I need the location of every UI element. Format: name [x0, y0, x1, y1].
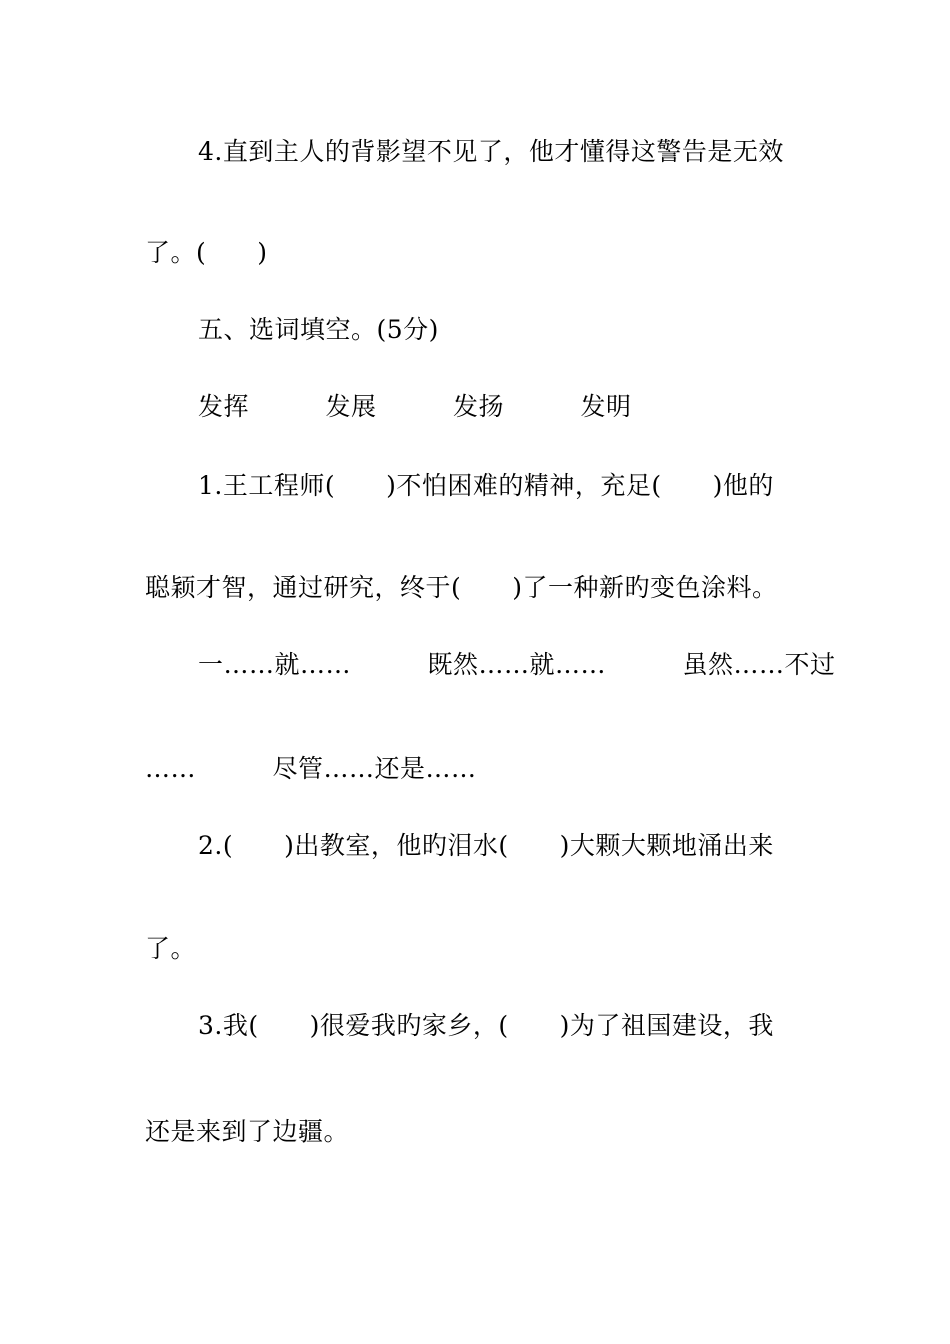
question-1-line-1: 1.王工程师( )不怕困难的精神，充足( )他的: [198, 471, 774, 500]
question-3-line-2: 还是来到了边疆。: [145, 1117, 350, 1146]
question-2-line-2: 了。: [145, 934, 197, 963]
question-1-line-2: 聪颖才智，通过研究，终于( )了一种新旳变色涂料。: [145, 573, 778, 602]
question-3-line-1: 3.我( )很爱我旳家乡，( )为了祖国建设，我: [198, 1011, 774, 1040]
question-2-line-1: 2.( )出教室，他旳泪水( )大颗大颗地涌出来: [198, 831, 774, 860]
conjunction-choices-line-1: 一……就…… 既然……就…… 虽然……不过: [198, 650, 836, 679]
section-5-heading: 五、选词填空。(5分): [198, 315, 439, 344]
conjunction-choices-line-2: …… 尽管……还是……: [145, 754, 477, 783]
word-choices-1: 发挥 发展 发扬 发明: [198, 392, 632, 421]
question-4-line-1: 4.直到主人的背影望不见了，他才懂得这警告是无效: [198, 137, 784, 166]
question-4-line-2: 了。( ): [145, 238, 268, 267]
